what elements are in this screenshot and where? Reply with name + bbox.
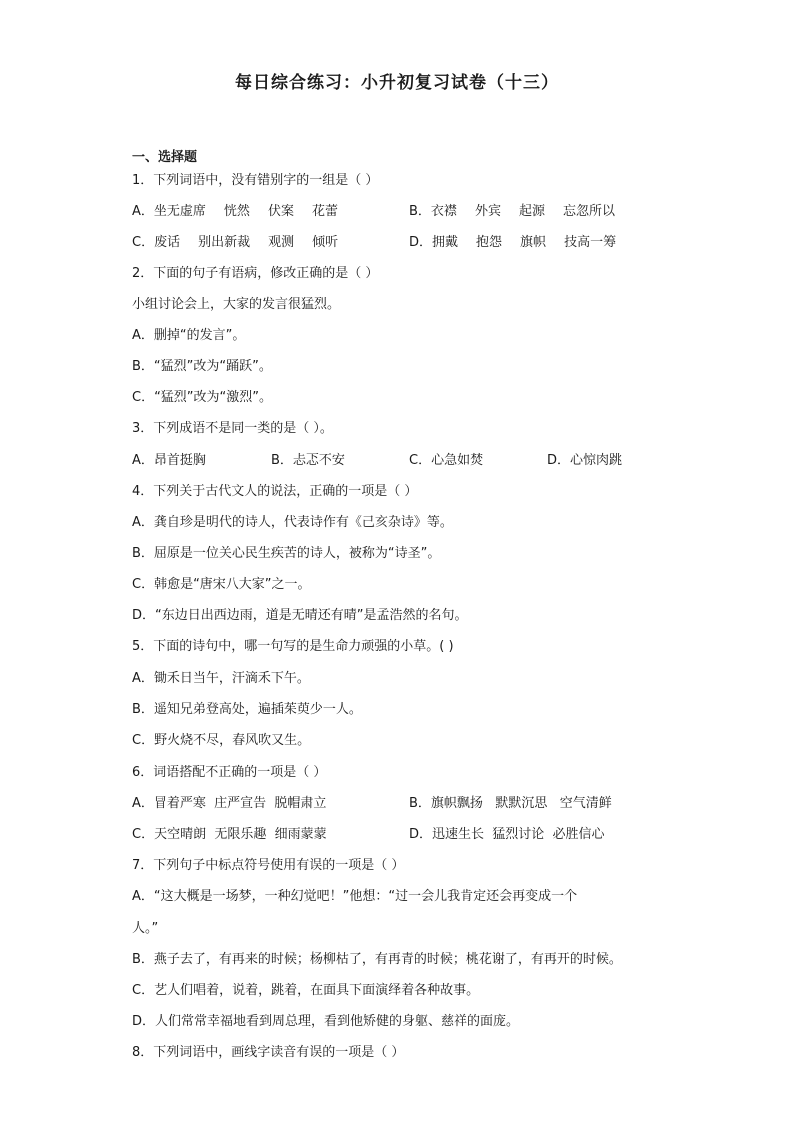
section-heading: 一、选择题 — [132, 150, 198, 165]
question-6-option-d: D．迅速生长 猛烈讨论 必胜信心 — [409, 827, 605, 842]
question-2-stem: 2．下面的句子有语病，修改正确的是（ ） — [132, 266, 379, 281]
question-7-option-c: C．艺人们唱着，说着，跳着，在面具下面演绎着各种故事。 — [132, 983, 480, 998]
question-5-option-c: C．野火烧不尽，春风吹又生。 — [132, 733, 311, 748]
question-6-option-c: C．天空晴朗 无限乐趣 细雨蒙蒙 — [132, 827, 327, 842]
question-4-option-d: D．“东边日出西边雨，道是无晴还有晴”是孟浩然的名句。 — [132, 608, 468, 623]
question-7-option-a: A．“这大概是一场梦，一种幻觉吧！”他想：“过一会儿我肯定还会再变成一个 — [132, 889, 578, 904]
question-4-option-b: B．屈原是一位关心民生疾苦的诗人，被称为“诗圣”。 — [132, 546, 441, 561]
question-3-option-b: B．忐忑不安 — [271, 453, 345, 468]
question-4-stem: 4．下列关于古代文人的说法，正确的一项是（ ） — [132, 484, 418, 499]
question-1-option-c: C．废话 别出新裁 观测 倾听 — [132, 235, 339, 250]
question-4-option-a: A．龚自珍是明代的诗人，代表诗作有《己亥杂诗》等。 — [132, 515, 453, 530]
question-1-stem: 1．下列词语中，没有错别字的一组是（ ） — [132, 173, 379, 188]
question-5-option-b: B．遥知兄弟登高处，遍插茱萸少一人。 — [132, 702, 362, 717]
question-8-stem: 8．下列词语中，画线字读音有误的一项是（ ） — [132, 1045, 405, 1060]
question-2-option-b: B．“猛烈”改为“踊跃”。 — [132, 359, 272, 374]
question-7-stem: 7．下列句子中标点符号使用有误的一项是（ ） — [132, 858, 405, 873]
question-2-option-a: A．删掉“的发言”。 — [132, 328, 246, 343]
question-3-option-c: C．心急如焚 — [409, 453, 484, 468]
question-5-option-a: A．锄禾日当午，汗滴禾下午。 — [132, 671, 310, 686]
question-6-option-b: B．旗帜飘扬 默默沉思 空气清鲜 — [409, 796, 612, 811]
question-3-stem: 3．下列成语不是同一类的是（ ）。 — [132, 421, 333, 436]
question-2-sentence: 小组讨论会上，大家的发言很猛烈。 — [132, 297, 341, 312]
question-1-option-a: A．坐无虚席 恍然 伏案 花蕾 — [132, 204, 338, 219]
question-3-option-a: A．昂首挺胸 — [132, 453, 206, 468]
question-2-option-c: C．“猛烈”改为“激烈”。 — [132, 390, 273, 405]
question-7-option-a-continued: 人。” — [132, 921, 159, 936]
question-4-option-c: C．韩愈是“唐宋八大家”之一。 — [132, 577, 311, 592]
question-5-stem: 5．下面的诗句中，哪一句写的是生命力顽强的小草。( ) — [132, 639, 454, 654]
question-7-option-d: D．人们常常幸福地看到周总理，看到他矫健的身躯、慈祥的面庞。 — [132, 1014, 520, 1029]
question-1-option-d: D．拥戴 抱怨 旗帜 技高一筹 — [409, 235, 617, 250]
question-1-option-b: B．衣襟 外宾 起源 忘忽所以 — [409, 204, 615, 219]
question-6-stem: 6．词语搭配不正确的一项是（ ） — [132, 765, 327, 780]
question-7-option-b: B．燕子去了，有再来的时候；杨柳枯了，有再青的时候；桃花谢了，有再开的时候。 — [132, 952, 622, 967]
page-title: 每日综合练习：小升初复习试卷（十三） — [235, 73, 559, 93]
question-3-option-d: D．心惊肉跳 — [547, 453, 623, 468]
question-6-option-a: A．冒着严寒 庄严宣告 脱帽肃立 — [132, 796, 327, 811]
